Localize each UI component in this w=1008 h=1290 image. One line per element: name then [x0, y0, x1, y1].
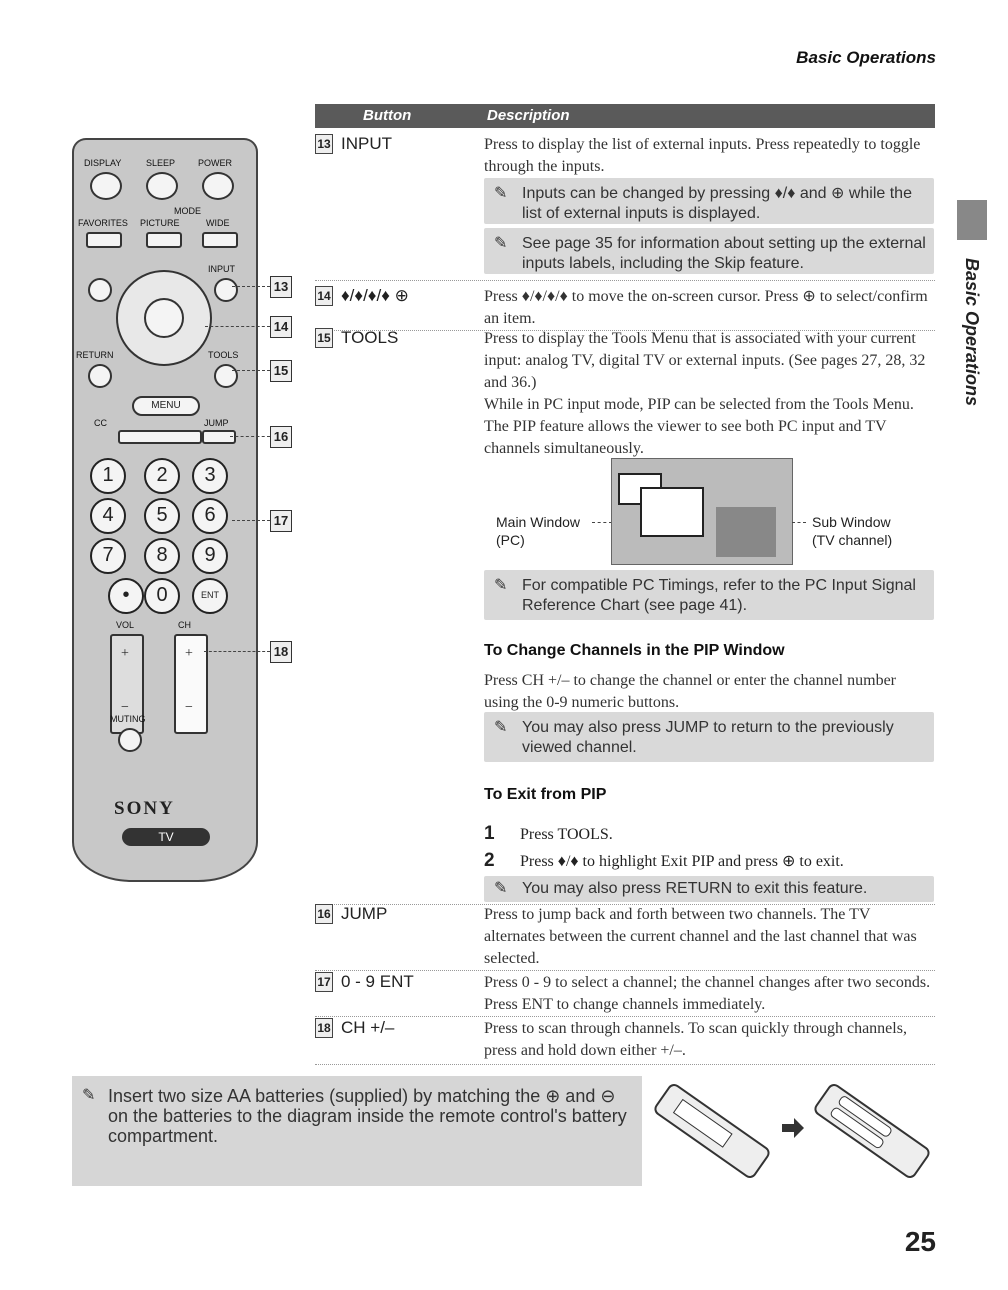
column-header-button: Button	[363, 107, 412, 124]
digit-button-0: 0	[144, 578, 180, 614]
remote-control-illustration	[72, 138, 258, 882]
callout-13: 13	[270, 276, 292, 298]
sony-logo: SONY	[114, 798, 175, 819]
running-header: Basic Operations	[796, 48, 936, 67]
pip-channel-description: Press CH +/– to change the channel or enter the channel number using the 0-9 numeric buttons.	[484, 672, 896, 711]
button-name: INPUT	[341, 134, 392, 153]
exit-step-2	[484, 850, 844, 872]
vol-plus-symbol: +	[121, 646, 129, 661]
remote-label-muting: MUTING	[110, 714, 146, 724]
side-tab-marker	[957, 200, 987, 240]
note-pc-timings	[484, 570, 934, 620]
picture-button	[146, 232, 182, 248]
jump-button	[202, 430, 236, 444]
note-see-page-35	[484, 228, 934, 274]
pip-channel-heading: To Change Channels in the PIP Window	[484, 642, 785, 659]
display-button	[90, 172, 122, 200]
digit-button-8: 8	[144, 538, 180, 574]
tv-badge: TV	[122, 828, 210, 846]
callout-15: 15	[270, 360, 292, 382]
page-number: 25	[904, 1226, 936, 1257]
remote-label-cc: CC	[94, 418, 107, 428]
note-text: For compatible PC Timings, refer to the PC Input Signal Reference Chart (see page 41).	[522, 577, 916, 614]
note-pencil-icon: ✎	[82, 1087, 96, 1104]
row-divider	[315, 280, 935, 281]
callout-14: 14	[270, 316, 292, 338]
row-jump-button	[315, 904, 387, 924]
note-pencil-icon: ✎	[494, 719, 508, 736]
row-ch-button	[315, 1018, 394, 1038]
battery-note-box	[72, 1076, 938, 1186]
callout-18: 18	[270, 641, 292, 663]
row-ch-description: Press to scan through channels. To scan quickly through channels, press and hold down either +/–.	[484, 1020, 907, 1059]
tools-description-2: While in PC input mode, PIP can be selected from the Tools Menu. The PIP feature allows the viewer to see both PC input and TV channels simultaneously.	[484, 396, 914, 457]
dot-button: •	[108, 578, 144, 614]
pip-diagram	[611, 458, 793, 565]
pip-leader-sub	[792, 522, 806, 523]
callout-16: 16	[270, 426, 292, 448]
row-number: 17	[315, 972, 333, 992]
battery-note	[72, 1076, 642, 1186]
button-name: TOOLS	[341, 328, 399, 347]
button-name: JUMP	[341, 904, 388, 923]
row-number: 13	[315, 134, 333, 154]
note-text: Insert two size AA batteries (supplied) by matching the ⊕ and ⊖ on the batteries to the diagram inside the remote control's battery compartment.	[108, 1086, 627, 1146]
return-button	[88, 364, 112, 388]
pip-main-window-label	[496, 513, 580, 549]
remote-label-picture: PICTURE	[140, 218, 180, 228]
remote-label-return: RETURN	[76, 350, 114, 360]
pip-leader-main	[592, 522, 612, 523]
callout-leader-14	[205, 326, 270, 327]
row-divider	[315, 970, 935, 971]
row-digits-description: Press 0 - 9 to select a channel; the channel changes after two seconds. Press ENT to change channels immediately.	[484, 974, 931, 1013]
ch-minus-symbol: −	[185, 700, 193, 715]
exit-pip-heading: To Exit from PIP	[484, 786, 607, 803]
callout-leader-13	[232, 286, 270, 287]
table-header	[315, 104, 935, 128]
row-input-description: Press to display the list of external inputs. Press repeatedly to toggle through the inputs.	[484, 136, 921, 175]
digit-button-7: 7	[90, 538, 126, 574]
remote-label-mode: MODE	[174, 206, 201, 216]
callout-leader-16	[230, 436, 270, 437]
pip-sub-window-image	[716, 507, 776, 557]
digit-button-3: 3	[192, 458, 228, 494]
remote-label-tools: TOOLS	[208, 350, 239, 360]
remote-label-ch: CH	[178, 620, 191, 630]
remote-label-wide: WIDE	[206, 218, 230, 228]
digit-button-4: 4	[90, 498, 126, 534]
row-divider	[315, 1016, 935, 1017]
note-pencil-icon: ✎	[494, 185, 508, 202]
channel-rocker	[174, 634, 208, 734]
button-name: 0 - 9 ENT	[341, 972, 414, 991]
note-inputs-change	[484, 178, 934, 224]
main-window-text: Main Window	[496, 514, 581, 530]
exit-step-1	[484, 823, 613, 845]
note-pencil-icon: ✎	[494, 577, 508, 594]
vol-minus-symbol: −	[121, 700, 129, 715]
digit-button-2: 2	[144, 458, 180, 494]
digit-button-9: 9	[192, 538, 228, 574]
ch-plus-symbol: +	[185, 646, 193, 661]
power-button	[202, 172, 234, 200]
column-header-description: Description	[487, 107, 570, 124]
pip-sub-window-label	[812, 513, 892, 549]
row-divider	[315, 1064, 935, 1065]
wide-button	[202, 232, 238, 248]
row-number: 16	[315, 904, 333, 924]
digit-button-6: 6	[192, 498, 228, 534]
callout-leader-15	[232, 370, 270, 371]
remote-label-favorites: FAVORITES	[78, 218, 128, 228]
note-pencil-icon: ✎	[494, 235, 508, 252]
tools-button	[214, 364, 238, 388]
row-number: 15	[315, 328, 333, 348]
main-window-subtext: (PC)	[496, 532, 525, 548]
step-number: 2	[484, 850, 495, 871]
callout-leader-18	[204, 651, 270, 652]
remote-label-power: POWER	[198, 158, 233, 168]
remote-label-display: DISPLAY	[84, 158, 122, 168]
remote-label-vol: VOL	[116, 620, 135, 630]
note-text: See page 35 for information about setting up the external inputs labels, including the Skip feature.	[522, 235, 926, 272]
row-number: 18	[315, 1018, 333, 1038]
note-pencil-icon: ✎	[494, 880, 508, 897]
muting-button	[118, 728, 142, 752]
remote-label-input: INPUT	[208, 264, 235, 274]
row-arrows-button	[315, 286, 409, 306]
remote-small-button-left	[88, 278, 112, 302]
menu-button: MENU	[132, 396, 200, 416]
side-tab-label: Basic Operations	[962, 258, 982, 407]
tools-description-1: Press to display the Tools Menu that is associated with your current input: analog TV, digital TV or external inputs. (See pages 27, 28, 32 and 36.)	[484, 330, 926, 391]
note-text: Inputs can be changed by pressing ♦/♦ and ⊕ while the list of external inputs is displayed.	[522, 185, 912, 222]
step-text: Press TOOLS.	[520, 826, 613, 843]
remote-label-sleep: SLEEP	[146, 158, 176, 168]
note-jump	[484, 712, 934, 762]
sleep-button	[146, 172, 178, 200]
callout-17: 17	[270, 510, 292, 532]
remote-label-jump: JUMP	[204, 418, 229, 428]
digit-button-1: 1	[90, 458, 126, 494]
row-number: 14	[315, 286, 333, 306]
sub-window-text: Sub Window	[812, 514, 891, 530]
cc-button	[118, 430, 202, 444]
row-arrows-description: Press ♦/♦/♦/♦ to move the on-screen cursor. Press ⊕ to select/confirm an item.	[484, 288, 928, 327]
note-text: You may also press RETURN to exit this feature.	[522, 880, 868, 897]
note-return	[484, 876, 934, 902]
center-select-button	[144, 298, 184, 338]
step-number: 1	[484, 823, 495, 844]
button-name: ♦/♦/♦/♦ ⊕	[341, 286, 409, 305]
row-input-button	[315, 134, 392, 154]
callout-leader-17	[232, 520, 270, 521]
row-jump-description: Press to jump back and forth between two channels. The TV alternates between the current channel and the last channel that was selected.	[484, 906, 917, 967]
pip-main-window-icon	[640, 487, 704, 537]
button-name: CH +/–	[341, 1018, 395, 1037]
ent-button: ENT	[192, 578, 228, 614]
digit-button-5: 5	[144, 498, 180, 534]
battery-diagram	[642, 1076, 938, 1186]
row-tools-button	[315, 328, 398, 348]
sub-window-subtext: (TV channel)	[812, 532, 893, 548]
favorites-button	[86, 232, 122, 248]
step-text: Press ♦/♦ to highlight Exit PIP and press ⊕ to exit.	[520, 853, 844, 870]
row-digits-button	[315, 972, 414, 992]
input-button	[214, 278, 238, 302]
note-text: You may also press JUMP to return to the previously viewed channel.	[522, 719, 894, 756]
